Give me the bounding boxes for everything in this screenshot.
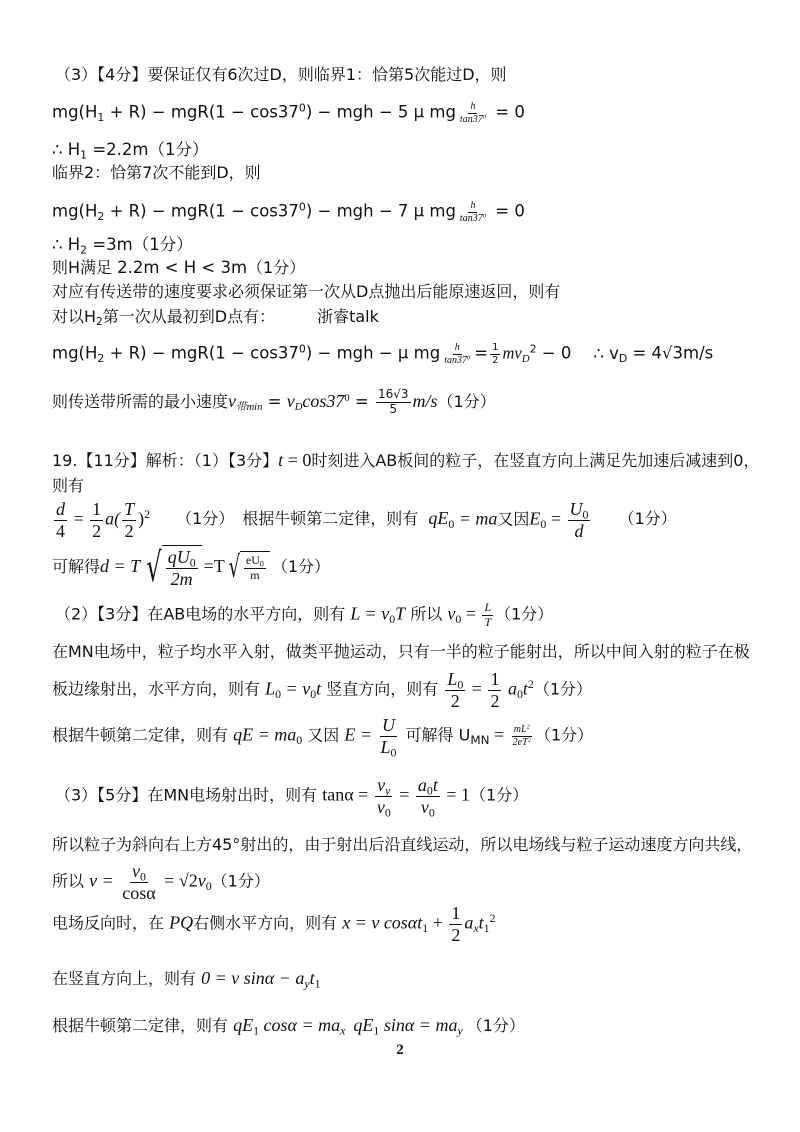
- subscript: 0: [296, 732, 303, 747]
- denominator: [375, 797, 393, 818]
- numerator: 1: [92, 498, 102, 519]
- paragraph-text: 可解得 U: [400, 725, 471, 745]
- subscript: 0: [259, 559, 264, 569]
- math-text: v: [286, 390, 295, 411]
- math-text: a: [464, 912, 474, 933]
- denominator: [419, 797, 437, 818]
- math-text: ): [138, 508, 145, 529]
- equation-d-result: [52, 545, 331, 591]
- math-text: 2.2m < H < 3m: [117, 257, 248, 277]
- numerator: [445, 669, 465, 691]
- fraction: [490, 342, 500, 366]
- subscript: 1: [97, 110, 105, 124]
- denominator: [458, 213, 488, 225]
- numerator: 1: [492, 342, 499, 353]
- min-belt-speed: [52, 382, 496, 422]
- numerator-text: v: [131, 860, 140, 881]
- denominator: m: [250, 568, 260, 582]
- numerator: h: [454, 342, 460, 353]
- numerator: [130, 861, 148, 883]
- subscript: 2: [96, 316, 103, 329]
- denominator: T: [484, 614, 492, 629]
- math-text: v =: [89, 870, 119, 891]
- math-text: +: [428, 912, 448, 933]
- subscript: y: [304, 976, 310, 991]
- fraction: [54, 499, 67, 541]
- score-note: （1分）: [176, 509, 235, 529]
- paragraph-text: 所以粒子为斜向右上方45°射出的，由于射出后沿直线运动，所以电场线与粒子运动速度方向共线，: [52, 835, 753, 854]
- fraction: [442, 342, 472, 366]
- math-text: =: [467, 678, 487, 699]
- denominator: 2: [92, 520, 102, 541]
- numerator: T: [124, 498, 135, 519]
- subscript: 1: [422, 920, 429, 935]
- direction-text: [52, 825, 752, 865]
- paragraph-text: 则H满足: [52, 257, 118, 277]
- fraction: [488, 669, 501, 711]
- mn-field-text: [52, 632, 750, 672]
- part2-heading: [55, 595, 553, 635]
- score-note: （1分）: [271, 557, 331, 577]
- paragraph-text: 板边缘射出，水平方向，则有: [52, 679, 266, 699]
- subscript: 1: [373, 1023, 380, 1038]
- paragraph-text: 所以: [52, 871, 90, 891]
- denominator: 2: [451, 924, 461, 945]
- fraction: [244, 554, 266, 583]
- superscript: 2: [526, 723, 530, 731]
- numerator-text: L: [447, 668, 458, 689]
- subscript: 2: [80, 242, 88, 256]
- superscript: 0: [482, 112, 486, 120]
- math-text: ) − mgh − μ mg: [305, 343, 441, 363]
- denominator: d: [574, 520, 584, 541]
- numerator: [416, 775, 440, 797]
- numerator: [375, 775, 392, 797]
- fraction: [458, 200, 488, 224]
- radical-sign: √: [146, 545, 162, 591]
- denominator-text: 2eT: [512, 736, 528, 748]
- math-text: qE: [353, 1014, 374, 1035]
- math-text: qE = ma: [233, 724, 297, 745]
- math-text: t: [278, 449, 284, 470]
- equation-v: [52, 862, 270, 902]
- superscript: 2: [527, 735, 531, 743]
- subscript: 0: [540, 516, 547, 531]
- numerator: [166, 547, 198, 569]
- math-text: =2.2m（1分）: [87, 139, 209, 159]
- math-text: v: [197, 870, 206, 891]
- score-note: （1分）: [533, 679, 593, 699]
- score-note: （1分）: [618, 509, 677, 529]
- denominator: 4: [56, 520, 65, 541]
- subscript: 1: [253, 1023, 260, 1038]
- denominator: 2: [490, 690, 500, 711]
- math-text: = √2: [159, 870, 198, 891]
- math-text: d = T: [100, 556, 141, 577]
- equation-d: [52, 500, 677, 540]
- fraction: [376, 388, 411, 417]
- numerator: 1: [451, 902, 461, 923]
- fraction: [379, 714, 399, 760]
- numerator-text: U: [569, 498, 583, 519]
- math-text: E: [529, 508, 541, 529]
- math-text: =: [546, 508, 566, 529]
- subscript: 0: [516, 686, 523, 701]
- math-text: =T: [203, 556, 225, 577]
- paragraph-text: （3）【5分】在MN电场射出时，则有: [55, 785, 323, 805]
- superscript: 0: [466, 353, 471, 361]
- fraction: [90, 499, 103, 541]
- paragraph-text: （2）【3分】在AB电场的水平方向，则有: [55, 604, 351, 624]
- fraction: [482, 601, 493, 630]
- score-note: （1分）: [466, 1015, 525, 1035]
- paragraph-text: 又因: [497, 509, 530, 529]
- radicand: [162, 545, 202, 591]
- paragraph-text: 在竖直方向上，则有: [52, 968, 202, 988]
- math-text: cosα = ma: [259, 1014, 341, 1035]
- denominator: [458, 114, 488, 126]
- subscript: 0: [384, 805, 391, 820]
- math-text: L = v: [350, 603, 390, 624]
- h2-to-d-text: [52, 297, 379, 337]
- math-text: PQ: [169, 912, 194, 933]
- q19-heading: [52, 440, 759, 480]
- subscript: 1: [80, 147, 88, 161]
- math-text: t: [316, 678, 322, 699]
- paragraph-text: 对应有传送带的速度要求必须保证第一次从D点抛出后能原速返回，则有: [52, 282, 561, 301]
- math-text: qE: [233, 1014, 254, 1035]
- math-text: + R) − mgR(1 − cos37: [104, 201, 299, 221]
- subscript: 带min: [236, 401, 263, 413]
- paragraph-text: 在MN电场中，粒子均水平入射，做类平抛运动，只有一半的粒子能射出，所以中间入射的粒子在极: [52, 642, 750, 661]
- equation-umn: [52, 714, 594, 760]
- superscript: 0: [344, 392, 350, 404]
- denominator: [379, 737, 399, 758]
- math-text: ∴ H: [52, 234, 81, 254]
- superscript: 0: [482, 211, 486, 219]
- paragraph-text: 可解得: [52, 557, 101, 577]
- paragraph-text: 根据牛顿第二定律，则有: [52, 725, 234, 745]
- math-text: ) − mgh − 5 μ mg: [305, 102, 456, 122]
- denominator-text: tan37: [459, 113, 483, 125]
- part3-exit-angle: [55, 774, 529, 820]
- math-text: =: [69, 508, 89, 529]
- paragraph-text: 临界2：恰第7次不能到D，则: [52, 163, 261, 182]
- math-text: E =: [344, 724, 377, 745]
- math-text: mg(H: [52, 201, 98, 221]
- math-text: v: [228, 390, 237, 411]
- fraction: [449, 903, 462, 945]
- paragraph-text: 则有: [52, 476, 85, 495]
- superscript: 2: [144, 506, 151, 521]
- math-text: t: [478, 912, 484, 933]
- score-note: （1分）: [495, 604, 554, 624]
- paragraph-text: 第一次从最初到D点有：: [102, 307, 276, 326]
- subscript: D: [618, 351, 628, 365]
- math-text: t: [522, 678, 528, 699]
- math-text: tanα =: [322, 784, 373, 805]
- math-text: =: [461, 603, 481, 624]
- denominator-text: tan37: [459, 212, 483, 224]
- fraction: [416, 774, 440, 820]
- math-text: = v: [281, 678, 311, 699]
- fraction: [458, 101, 488, 125]
- numerator: d: [56, 498, 65, 519]
- math-text: + R) − mgR(1 − cos37: [104, 102, 299, 122]
- superscript: 0: [298, 200, 306, 214]
- denominator: [442, 355, 472, 367]
- denominator: [511, 737, 533, 749]
- numerator: [512, 724, 532, 737]
- denominator: 2: [124, 520, 134, 541]
- math-text: = 4√3m/s: [627, 343, 714, 363]
- paragraph-text: 根据牛顿第二定律，则有: [242, 509, 419, 529]
- paragraph-text: 时刻进入AB板间的粒子，在竖直方向上满足先加速后减速到0，: [311, 450, 760, 470]
- numerator-text: mL: [513, 724, 527, 735]
- superscript: 2: [489, 910, 496, 925]
- denominator: 2: [492, 354, 499, 366]
- subscript: 0: [448, 516, 455, 531]
- equation-l0: [52, 670, 592, 710]
- subscript: 2: [97, 209, 105, 223]
- subscript: 1: [483, 920, 490, 935]
- math-text: 0 = v sinα − a: [201, 967, 305, 988]
- math-text: m/s: [412, 390, 438, 411]
- math-text: =: [394, 784, 414, 805]
- paragraph-text: 电场反向时，在: [52, 913, 170, 933]
- numerator: L: [484, 599, 492, 614]
- math-text: qE: [428, 508, 449, 529]
- numerator: 1: [490, 668, 500, 689]
- subscript: 0: [205, 878, 212, 893]
- math-text: cos37: [302, 390, 345, 411]
- subscript: x: [473, 920, 479, 935]
- math-text: + R) − mgR(1 − cos37: [104, 343, 299, 363]
- fraction: [511, 724, 533, 748]
- math-text: =: [489, 724, 509, 745]
- subscript: 0: [390, 745, 397, 760]
- subscript: 0: [310, 686, 317, 701]
- numerator: h: [470, 101, 476, 112]
- score-note: （1分）: [437, 391, 496, 411]
- radical: [142, 545, 201, 591]
- numerator-text: v: [377, 774, 386, 795]
- numerator: U: [381, 714, 395, 735]
- math-text: = 0: [283, 449, 312, 470]
- subscript: 0: [275, 686, 282, 701]
- subscript: 1: [314, 976, 321, 991]
- numerator-text: a: [417, 774, 427, 795]
- math-text: ∴ H: [52, 139, 81, 159]
- subscript: 0: [457, 677, 464, 692]
- math-text: = 1: [441, 784, 471, 805]
- math-text: mg(H: [52, 343, 98, 363]
- math-text: =: [262, 391, 287, 411]
- denominator: 2m: [170, 569, 193, 589]
- math-text: mg(H: [52, 102, 98, 122]
- paragraph-text: 19.【11分】解析：（1）【3分】: [52, 450, 279, 470]
- subscript: MN: [470, 732, 490, 747]
- math-text: ) − mgh − 7 μ mg: [305, 201, 456, 221]
- score-note: （1分）: [211, 871, 270, 891]
- superscript: 0: [298, 101, 306, 115]
- watermark-text: 浙睿talk: [317, 307, 379, 326]
- radical: [227, 551, 270, 585]
- superscript: 2: [529, 342, 537, 356]
- paragraph-text: 根据牛顿第二定律，则有: [52, 1015, 234, 1035]
- paragraph-text: 所以: [405, 604, 448, 624]
- numerator: h: [470, 200, 476, 211]
- critical-2-text: [52, 153, 261, 193]
- numerator: [244, 554, 266, 569]
- numerator-text: t: [432, 774, 438, 795]
- fraction: [120, 861, 157, 903]
- math-text: L: [265, 678, 276, 699]
- math-text: =: [474, 343, 489, 363]
- fraction: [122, 499, 136, 541]
- fraction: [568, 499, 591, 541]
- paragraph-text: 则传送带所需的最小速度: [52, 391, 229, 411]
- subscript: y: [457, 1023, 463, 1038]
- math-text: ∴ v: [593, 343, 619, 363]
- subscript: 0: [389, 611, 396, 626]
- subscript: D: [294, 401, 303, 413]
- paragraph-text: 右侧水平方向，则有: [193, 913, 343, 933]
- math-text: = 0: [490, 102, 525, 122]
- equation-vertical: [52, 958, 321, 998]
- fraction: [375, 774, 393, 820]
- denominator-text: v: [420, 796, 429, 817]
- subscript: 0: [139, 869, 146, 884]
- page-number: 2: [396, 1041, 404, 1058]
- math-text: a(: [105, 508, 121, 529]
- math-text: − 0: [536, 343, 572, 363]
- math-text: =3m（1分）: [87, 234, 193, 254]
- score-note: （1分）: [247, 257, 306, 277]
- fraction: [166, 547, 198, 589]
- math-text: t: [309, 967, 315, 988]
- numerator-text: eU: [245, 553, 260, 568]
- numerator: [568, 499, 591, 521]
- math-text: x = v cosαt: [342, 912, 423, 933]
- equation-x: [52, 904, 496, 944]
- part3-heading: [55, 55, 507, 95]
- subscript: y: [385, 783, 391, 798]
- subscript: 2: [97, 351, 105, 365]
- denominator: 5: [389, 401, 398, 416]
- superscript: 2: [527, 676, 534, 691]
- math-text: T: [395, 603, 406, 624]
- numerator-text: qU: [167, 547, 190, 568]
- subscript: 0: [582, 507, 589, 522]
- math-text: mv: [502, 343, 522, 363]
- subscript: 0: [426, 783, 433, 798]
- superscript: 0: [298, 342, 306, 356]
- math-text: a: [503, 678, 517, 699]
- equation-vd: [52, 334, 713, 374]
- math-text: sinα = ma: [379, 1014, 458, 1035]
- equation-critical-1: [52, 93, 525, 133]
- subscript: D: [521, 352, 530, 365]
- denominator-text: v: [376, 796, 385, 817]
- numerator: 16√3: [377, 386, 409, 401]
- subscript: x: [340, 1023, 346, 1038]
- math-text: =: [349, 391, 374, 411]
- math-text: = ma: [454, 508, 498, 529]
- score-note: （1分）: [534, 725, 594, 745]
- denominator: 2: [450, 690, 460, 711]
- denominator: cosα: [122, 882, 156, 903]
- math-text: = 0: [490, 201, 525, 221]
- denominator-text: L: [380, 736, 391, 757]
- paragraph-text: 对以H: [52, 307, 97, 326]
- subscript: 0: [189, 555, 196, 570]
- paragraph-text: 又因: [302, 725, 345, 745]
- fraction: [445, 669, 465, 711]
- radicand: [240, 551, 270, 585]
- subscript: 0: [455, 611, 462, 626]
- paragraph-text: （3）【4分】要保证仅有6次过D，则临界1：恰第5次能过D，则: [55, 65, 507, 84]
- math-text: v: [447, 603, 456, 624]
- paragraph-text: 竖直方向，则有: [321, 679, 444, 699]
- denominator-text: tan37: [444, 354, 467, 366]
- subscript: 0: [428, 805, 435, 820]
- score-note: （1分）: [470, 785, 529, 805]
- radical-sign: √: [228, 550, 240, 585]
